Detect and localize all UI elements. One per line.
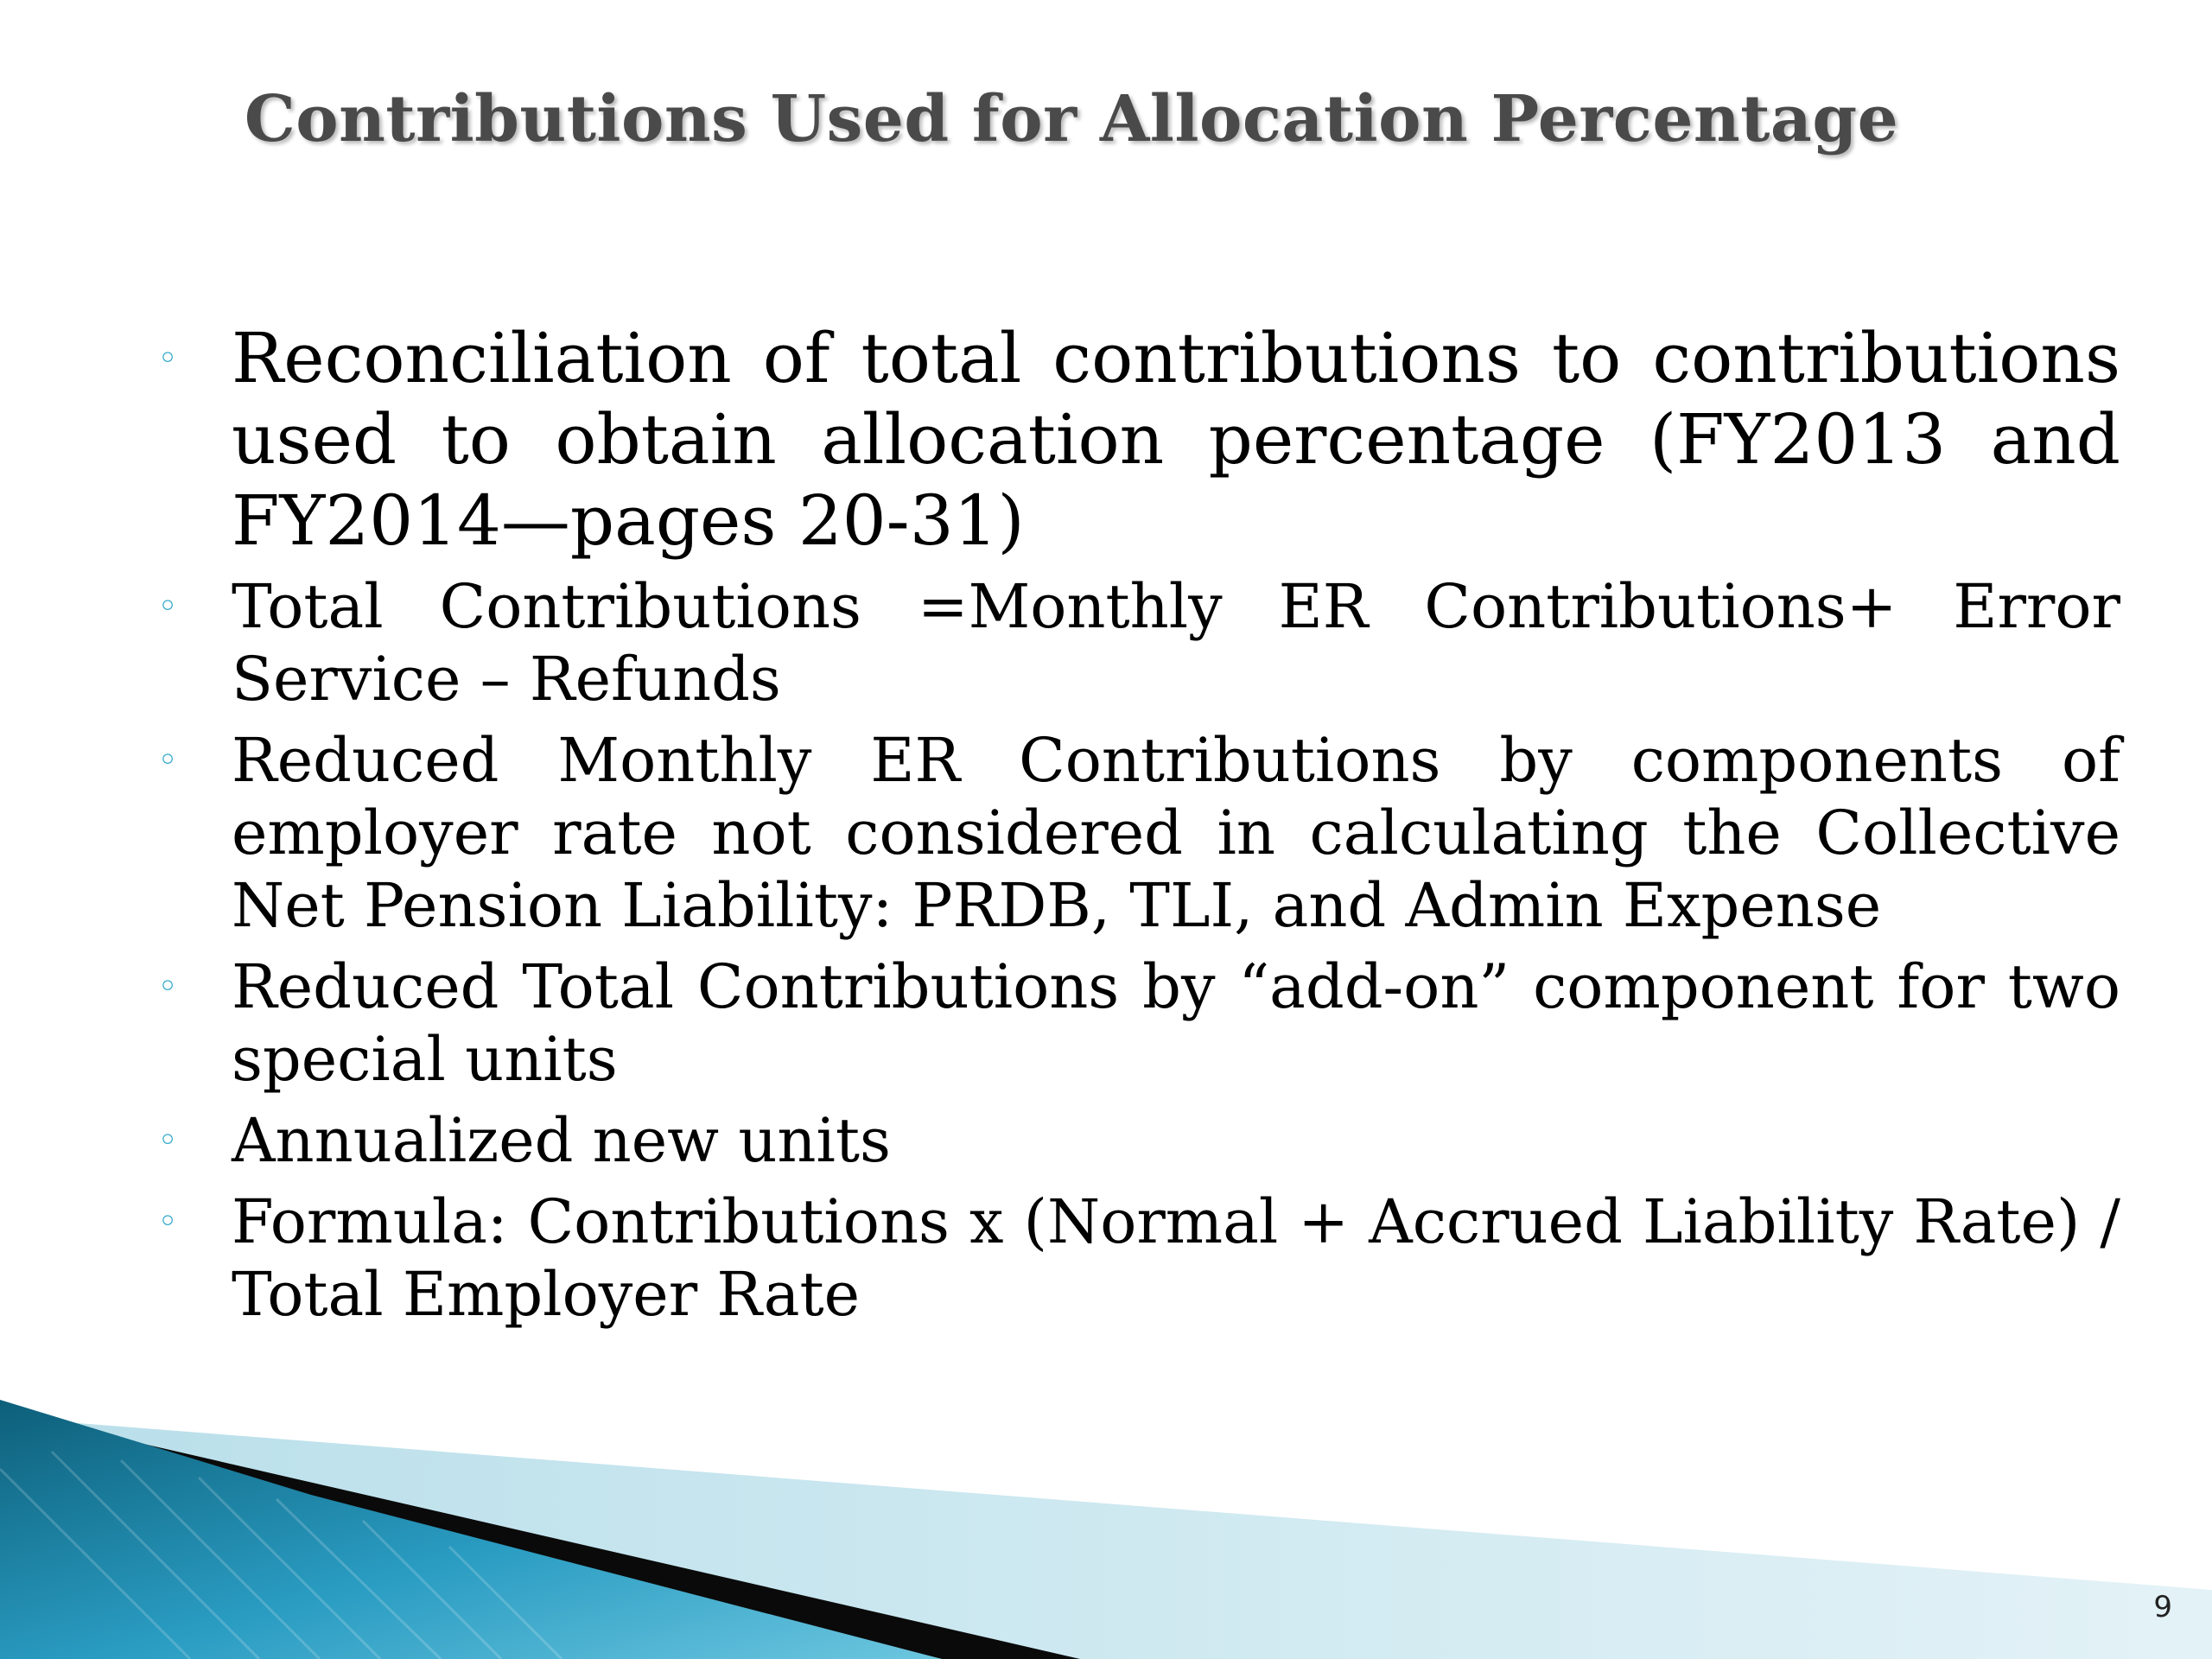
bullet-text: Reduced Total Contributions by “add-on” component for two special units xyxy=(232,951,2120,1095)
bullet-circle-icon: ◦ xyxy=(157,1202,178,1242)
bullet-text: Reduced Monthly ER Contributions by components of employer rate not considered in calculating the Collective Net Pension Liability: PRDB, TLI, and Admin Expense xyxy=(232,725,2120,941)
page-number: 9 xyxy=(2153,1590,2172,1624)
bullet-item xyxy=(157,1104,2120,1177)
bullet-circle-icon: ◦ xyxy=(157,1121,178,1160)
bullet-circle-icon: ◦ xyxy=(157,587,178,626)
bullet-item xyxy=(157,318,2120,562)
slide-title: Contributions Used for Allocation Percentage xyxy=(244,82,1899,156)
bullet-item xyxy=(157,950,2120,1096)
bullet-list xyxy=(157,318,2120,1339)
bullet-circle-icon: ◦ xyxy=(157,741,178,780)
bullet-item xyxy=(157,1185,2120,1331)
bullet-text: Formula: Contributions x (Normal + Accrued Liability Rate) / Total Employer Rate xyxy=(232,1186,2120,1330)
bullet-text: Annualized new units xyxy=(232,1105,891,1176)
bullet-circle-icon: ◦ xyxy=(157,967,178,1007)
bullet-text: Total Contributions =Monthly ER Contributions+ Error Service – Refunds xyxy=(232,571,2120,715)
bullet-circle-icon: ◦ xyxy=(157,339,178,378)
bullet-item xyxy=(157,724,2120,942)
bullet-item xyxy=(157,570,2120,715)
bullet-text: Reconciliation of total contributions to contributions used to obtain allocation percentage (FY2013 and FY2014—pages 20-31) xyxy=(232,318,2120,561)
